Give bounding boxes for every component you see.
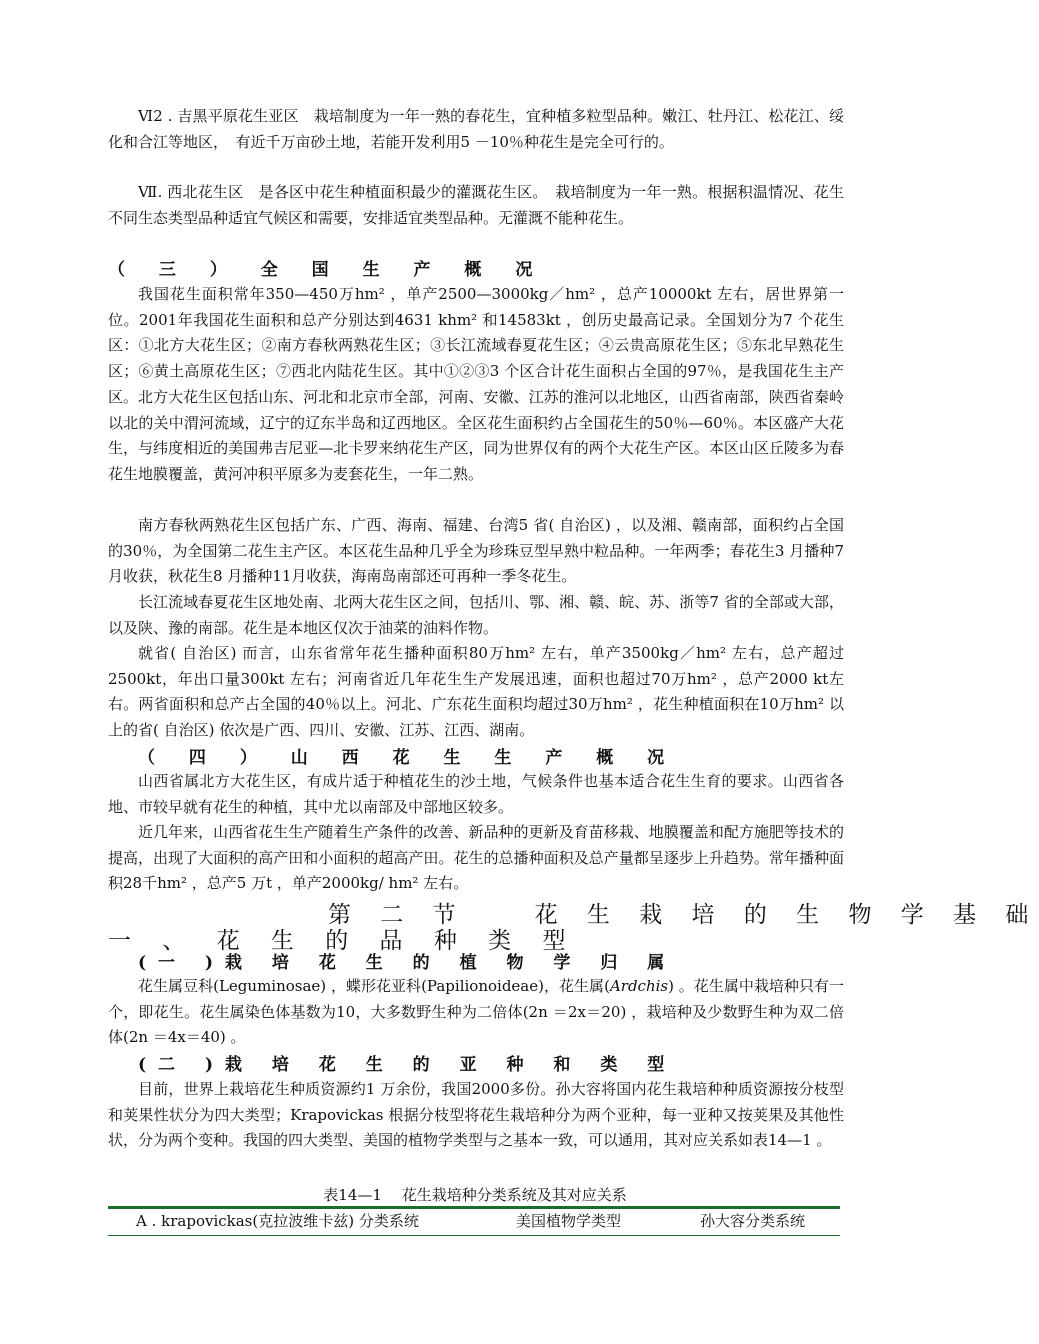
- heading-shanxi-overview: （ 四 ） 山 西 花 生 生 产 概 况: [138, 748, 679, 768]
- paragraph-region-vii: Ⅶ. 西北花生区 是各区中花生种植面积最少的灌溉花生区。 栽培制度为一年一熟。根据积温情况、花生不同生态类型品种适宜气候区和需要，安排适宜类型品种。无灌溉不能种花生。: [108, 183, 844, 227]
- table-top-rule: [108, 1206, 840, 1209]
- paragraph-national-1: 我国花生面积常年350—450万hm² ，单产2500—3000kg／hm² ，总产10000kt 左右，居世界第一位。2001年我国花生面积和总产分别达到4631 khm² 和14583kt ，创历史最高记录。全国划分为7 个花生区：①北方大花生区；②南方春秋两熟花生区；③长江流域春夏花生区；④云贵高原花生区；⑤东北早熟花生区；⑥黄土高原花生区；⑦西北内陆花生区。其中①②③3 个区合计花生面积占全国的97％，是我国花生主产区。北方大花生区包括山东、河北和北京市全部，河南、安徽、江苏的淮河以北地区，山西省南部，陕西省秦岭以北的关中渭河流域，辽宁的辽东半岛和辽西地区。全区花生面积约占全国花生的50％—60％。本区盛产大花生，与纬度相近的美国弗吉尼亚—北卡罗来纳花生产区，同为世界仅有的两个大花生产区。本区山区丘陵多为春花生地膜覆盖，黄河冲积平原多为麦套花生，一年二熟。: [108, 285, 844, 483]
- heading-subspecies: (二 )栽 培 花 生 的 亚 种 和 类 型: [138, 1055, 677, 1075]
- part-title: 一 、 花 生 的 品 种 类 型: [108, 928, 578, 954]
- table-header-us-botany: 美国植物学类型: [516, 1212, 622, 1230]
- paragraph-shanxi-2: 近几年来，山西省花生生产随着生产条件的改善、新品种的更新及育苗移栽、地膜覆盖和配方施肥等技术的提高，出现了大面积的高产田和小面积的超高产田。花生的总播种面积及总产量都呈逐步上升趋势。常年播种面积28千hm² ，总产5 万t ，单产2000kg/ hm² 左右。: [108, 823, 844, 893]
- table-header-sun-darong: 孙大容分类系统: [700, 1212, 806, 1230]
- heading-botany: (一 )栽 培 花 生 的 植 物 学 归 属: [138, 953, 677, 973]
- paragraph-shanxi-1: 山西省属北方大花生区，有成片适于种植花生的沙土地，气候条件也基本适合花生生育的要求。山西省各地、市较早就有花生的种植，其中尤以南部及中部地区较多。: [108, 772, 844, 816]
- paragraph-region-vi2: Ⅵ2 . 吉黑平原花生亚区 栽培制度为一年一熟的春花生，宜种植多粒型品种。嫩江、牡丹江、松花江、绥化和合江等地区， 有近千万亩砂土地，若能开发利用5 －10％种花生是完全可行的。: [108, 107, 844, 151]
- heading-national-overview: （ 三 ） 全 国 生 产 概 况: [108, 260, 547, 280]
- paragraph-botany: 花生属豆科(Leguminosae) ，蝶形花亚科(Papilionoideae)，花生属(Ardchis) 。花生属中栽培种只有一个，即花生。花生属染色体基数为10，大多数野生种为二倍体(2n ＝2x＝20) ，栽培种及少数野生种为双二倍体(2n ＝4x＝40) 。: [108, 977, 844, 1047]
- paragraph-national-4: 就省( 自治区) 而言，山东省常年花生播种面积80万hm² 左右，单产3500kg／hm² 左右，总产超过2500kt，年出口量300kt 左右；河南省近几年花生生产发展迅速，面积也超过70万hm² ，总产2000 kt左右。两省面积和总产占全国的40％以上。河北、广东花生面积均超过30万hm² ，花生种植面积在10万hm² 以上的省( 自治区) 依次是广西、四川、安徽、江苏、江西、湖南。: [108, 644, 844, 740]
- genus-name: Ardchis: [609, 977, 669, 995]
- paragraph-national-2: 南方春秋两熟花生区包括广东、广西、海南、福建、台湾5 省( 自治区) ，以及湘、赣南部，面积约占全国的30％，为全国第二花生主产区。本区花生品种几乎全为珍珠豆型早熟中粒品种。一年两季；春花生3 月播种7 月收获，秋花生8 月播种11月收获，海南岛南部还可再种一季冬花生。: [108, 516, 844, 586]
- table-caption: 表14—1 花生栽培种分类系统及其对应关系: [323, 1186, 627, 1204]
- section-title: 第 二 节 花 生 栽 培 的 生 物 学 基 础: [328, 902, 1039, 928]
- paragraph-subspecies: 目前，世界上栽培花生种质资源约1 万余份，我国2000多份。孙大容将国内花生栽培种种质资源按分枝型和荚果性状分为四大类型；Krapovickas 根据分枝型将花生栽培种分为两个亚种，每一亚种又按荚果及其他性状，分为两个变种。我国的四大类型、美国的植物学类型与之基本一致，可以通用，其对应关系如表14—1 。: [108, 1080, 844, 1150]
- table-header-krapovickas: A . krapovickas(克拉波维卡兹) 分类系统: [136, 1212, 419, 1230]
- paragraph-national-3: 长江流域春夏花生区地处南、北两大花生区之间，包括川、鄂、湘、赣、皖、苏、浙等7 省的全部或大部，以及陕、豫的南部。花生是本地区仅次于油菜的油料作物。: [108, 593, 844, 637]
- table-header-rule: [108, 1235, 840, 1236]
